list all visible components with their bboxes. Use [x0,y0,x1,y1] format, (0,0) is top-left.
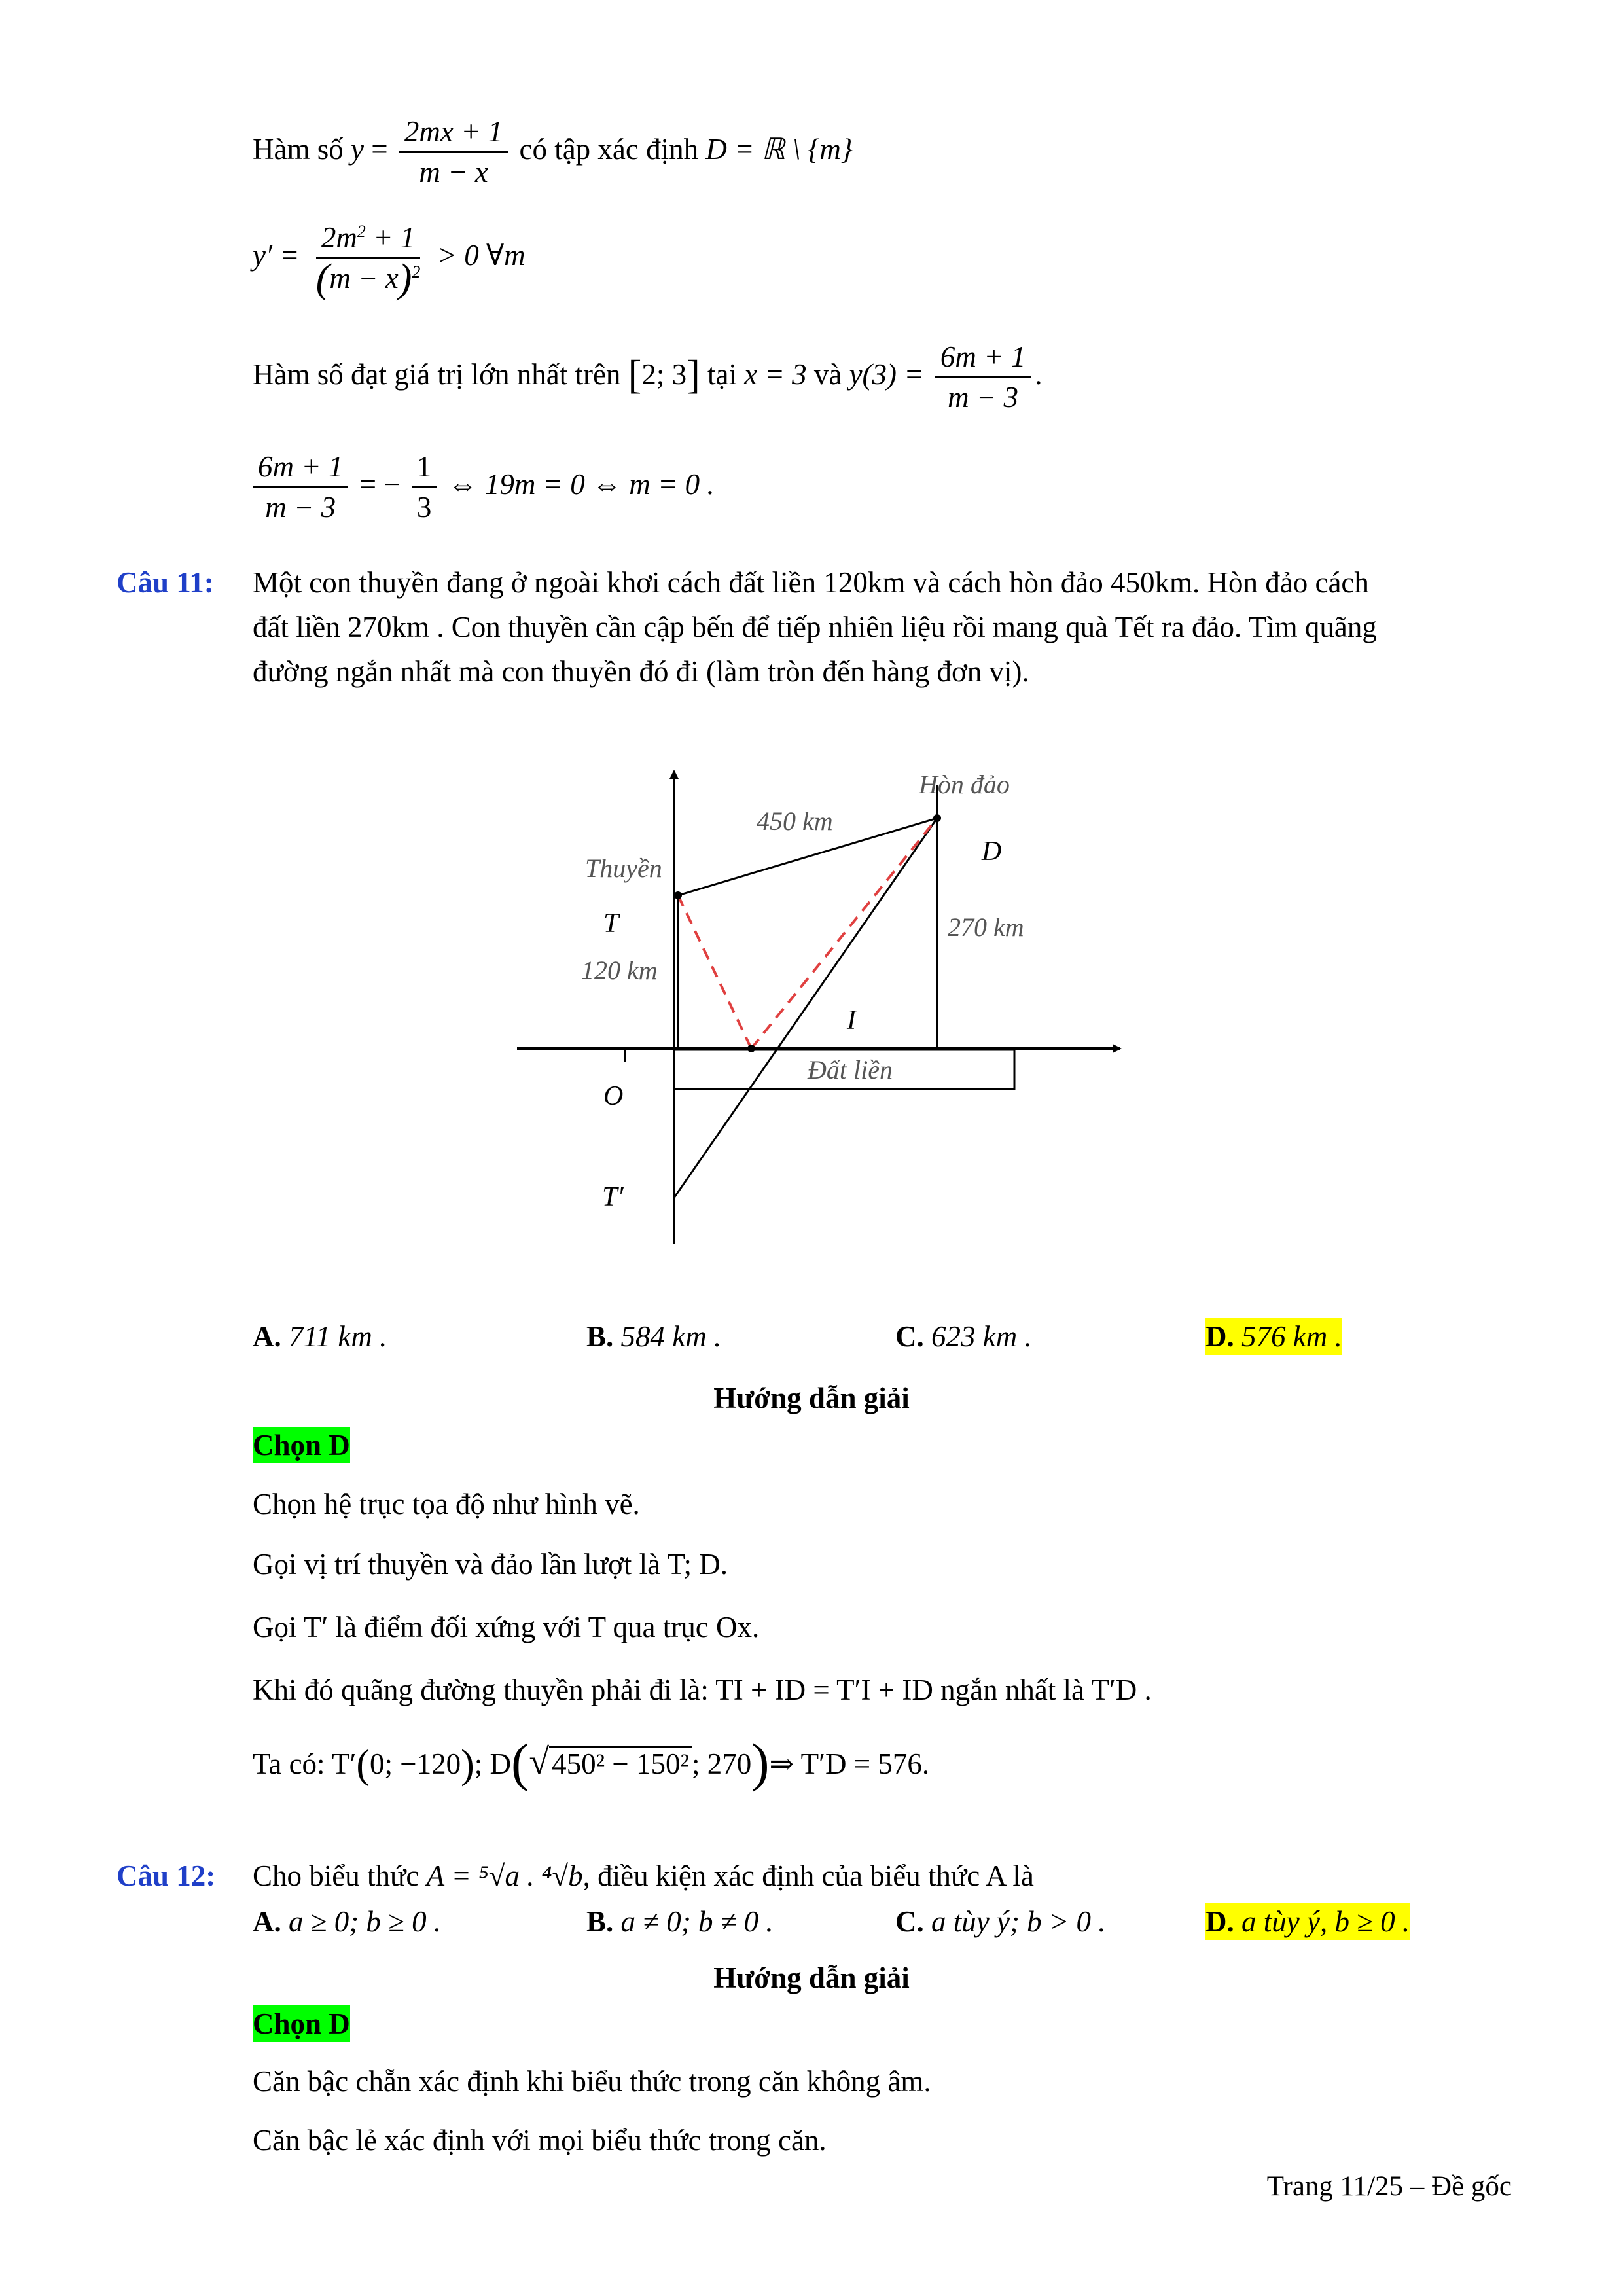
answer-b[interactable]: B. 584 km . [586,1320,722,1353]
boat-label: Thuyền [585,853,662,883]
solution-line-4: $\frac{6m + 1}{m - 3}$ = − $\frac{1}{3}$ ⇔ 19m = 0 ⇔ m = 0 . [253,452,715,524]
fraction: $\frac{6m + 1}{m - 3}$ [935,342,1031,414]
mainland-label: Đất liền [808,1055,893,1085]
solution-line-2: y′ = $\frac{2m^2 + 1}{(m - x)^2}$ > 0 ∀m [253,221,526,302]
fraction: $\frac{2m^2 + 1}{(m - x)^2}$ [315,221,421,302]
q11-solution-line-3: Gọi T′ là điểm đối xứng với T qua trục Ox. [253,1611,760,1643]
q12-answer-c[interactable]: C. a tùy ý; b > 0 . [895,1905,1106,1938]
point-i [747,1045,755,1052]
point-i-label: I [847,1005,856,1035]
fraction: $\frac{2mx + 1}{m - x}$ [399,117,508,188]
distance-120-label: 120 km [581,956,658,985]
question-12-label: Câu 12: [116,1859,216,1892]
point-t-prime-label: T′ [602,1182,624,1212]
q12-solution-line-2: Căn bậc lẻ xác định với mọi biểu thức trong căn. [253,2124,827,2157]
question-12-text: Cho biểu thức A = ⁵√a . ⁴√b, điều kiện xác định của biểu thức A là [253,1859,1034,1892]
solution-line-3: Hàm số đạt giá trị lớn nhất trên [2; 3] tại x = 3 và y(3) = $\frac{6m + 1}{m - 3}$ . [253,340,1043,414]
point-d-label: D [982,836,1002,867]
q11-solution-line-2: Gọi vị trí thuyền và đảo lần lượt là T; D. [253,1548,728,1581]
question-11-label: Câu 11: [116,566,214,599]
answer-d-correct[interactable]: D. 576 km . [1205,1318,1342,1355]
q12-answer-a[interactable]: A. a ≥ 0; b ≥ 0 . [253,1905,442,1938]
distance-450-label: 450 km [757,806,833,836]
island-label: Hòn đảo [919,770,1010,799]
answer-c[interactable]: C. 623 km . [895,1320,1032,1353]
fraction: $\frac{6m + 1}{m - 3}$ [253,452,348,524]
q12-solution-line-1: Căn bậc chẵn xác định khi biểu thức trong căn không âm. [253,2065,931,2098]
q11-solution-line-4: Khi đó quãng đường thuyền phải đi là: TI + ID = T′I + ID ngắn nhất là T′D . [253,1674,1152,1706]
q11-solution-line-5: Ta có: T′(0; −120); D(√450² − 150²; 270)⇒ T′D = 576. [253,1732,930,1792]
q11-solution-line-1: Chọn hệ trục tọa độ như hình vẽ. [253,1488,640,1520]
question-11-text-line-1: Một con thuyền đang ở ngoài khơi cách đất liền 120km và cách hòn đảo 450km. Hòn đảo cách [253,566,1369,599]
q12-answer-b[interactable]: B. a ≠ 0; b ≠ 0 . [586,1905,774,1938]
q12-answer-d-correct[interactable]: D. a tùy ý, b ≥ 0 . [1205,1903,1410,1940]
guide-title-q11: Hướng dẫn giải [713,1382,910,1414]
island-point [933,814,941,822]
page-footer: Trang 11/25 – Đề gốc [1266,2171,1512,2202]
guide-title-q12: Hướng dẫn giải [713,1962,910,1994]
answer-a[interactable]: A. 711 km . [253,1320,387,1353]
dashed-path-ti [678,895,751,1049]
point-t-label: T [603,908,619,939]
origin-label: O [603,1081,624,1111]
fraction: $\frac{1}{3}$ [412,452,437,524]
choice-badge-q11: Chọn D [253,1427,350,1463]
distance-270-label: 270 km [948,912,1024,942]
solution-line-1: Hàm số y = $\frac{2mx + 1}{m - x}$ có tập xác định D = ℝ \ {m} [253,115,853,189]
reflected-path-line [674,818,937,1198]
question-11-text-line-2: đất liền 270km . Con thuyền cần cập bến để tiếp nhiên liệu rồi mang quà Tết ra đảo. Tìm quãng [253,611,1377,643]
question-11-text-line-3: đường ngắn nhất mà con thuyền đó đi (làm tròn đến hàng đơn vị). [253,655,1029,688]
choice-badge-q12: Chọn D [253,2005,350,2042]
dashed-path-id [751,818,937,1049]
boat-point [674,891,682,899]
